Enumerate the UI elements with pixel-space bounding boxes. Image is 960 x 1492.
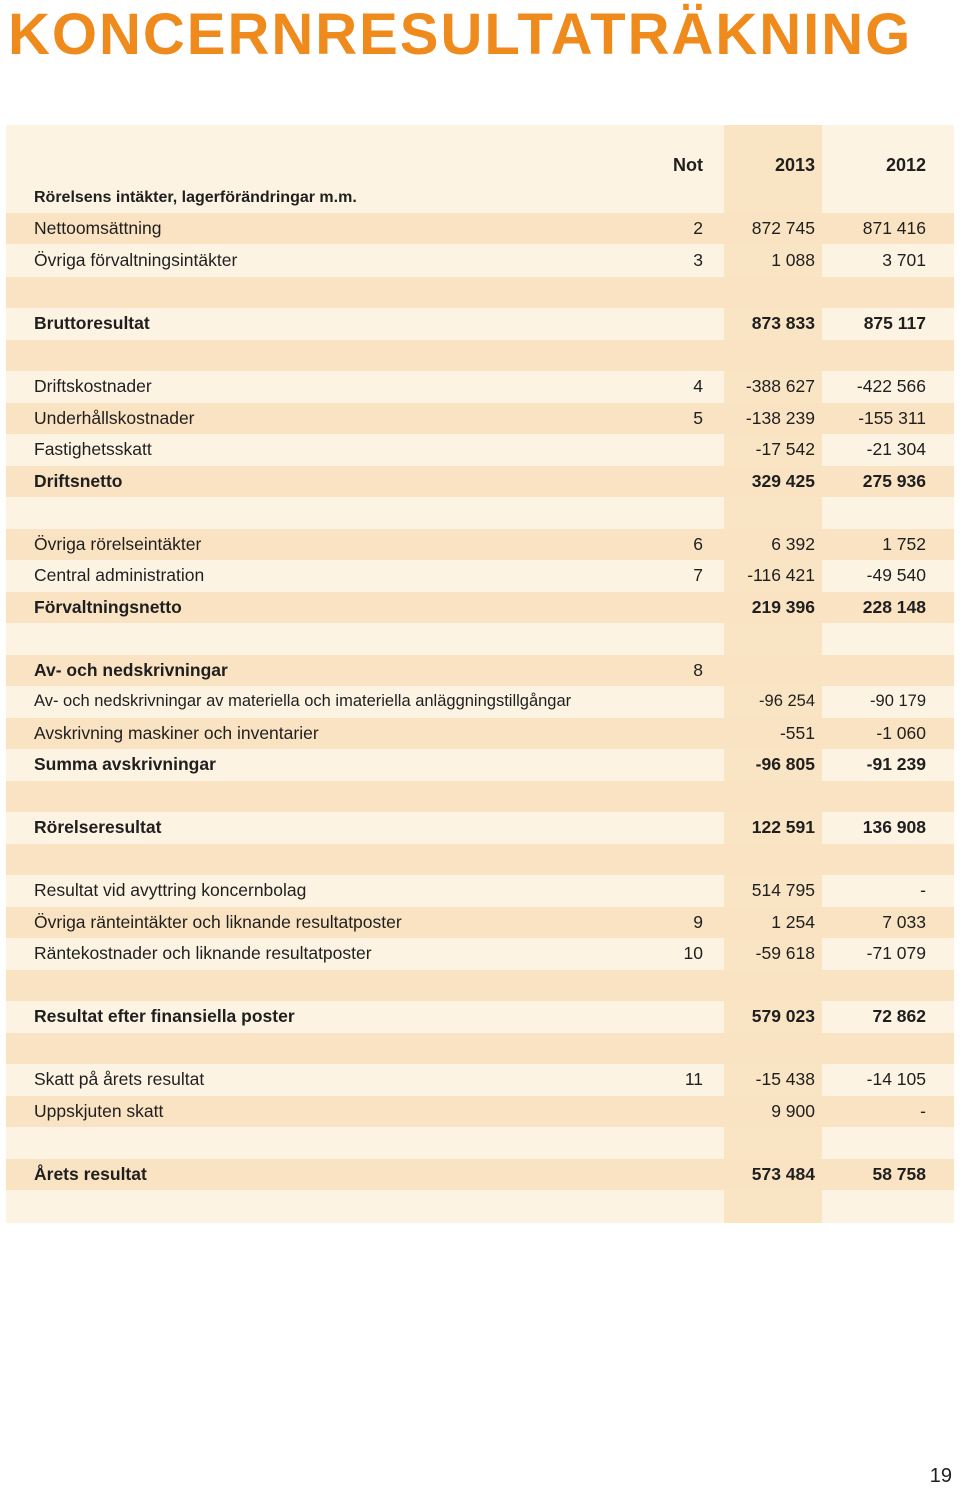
section-label: Rörelsens intäkter, lagerförändringar m.m. (34, 189, 357, 206)
table-row (6, 718, 954, 749)
row-value-2012: -71 079 (866, 943, 926, 963)
header-2012: 2012 (885, 155, 926, 175)
row-value-2012: 1 752 (882, 534, 926, 554)
row-value-2012: 871 416 (862, 218, 926, 238)
row-note: 8 (693, 660, 703, 680)
row-note: 9 (693, 912, 703, 932)
row-value-2012: -90 179 (870, 692, 926, 710)
row-value-2013: 573 484 (751, 1164, 815, 1184)
header-2013: 2013 (774, 155, 815, 175)
row-spacer (6, 623, 954, 654)
row-label: Avskrivning maskiner och inventarier (34, 723, 319, 743)
row-value-2012: 275 936 (862, 471, 926, 491)
table-row (6, 371, 954, 402)
row-value-2012: -1 060 (876, 723, 926, 743)
row-spacer (6, 1127, 954, 1158)
row-value-2013: -96 254 (759, 692, 815, 710)
row-value-2012: - (920, 880, 926, 900)
row-value-2013: 122 591 (751, 817, 815, 837)
row-value-2013: -138 239 (745, 408, 815, 428)
row-value-2013: 873 833 (751, 313, 815, 333)
row-label: Central administration (34, 565, 205, 585)
row-value-2012: 136 908 (862, 817, 926, 837)
row-value-2012: 875 117 (863, 313, 926, 333)
table-row (6, 466, 954, 497)
row-spacer (6, 340, 954, 371)
row-value-2013: -59 618 (755, 943, 815, 963)
row-label: Av- och nedskrivningar (34, 660, 228, 680)
row-label: Resultat efter finansiella poster (34, 1006, 295, 1026)
row-value-2013: 1 254 (771, 912, 815, 932)
row-value-2013: 872 745 (751, 218, 815, 238)
row-note: 3 (693, 250, 703, 270)
table-row (6, 1064, 954, 1095)
row-value-2012: 58 758 (872, 1164, 926, 1184)
table-row (6, 1159, 954, 1190)
row-label: Räntekostnader och liknande resultatposter (34, 943, 372, 963)
table-row (6, 529, 954, 560)
row-label: Uppskjuten skatt (34, 1101, 164, 1121)
row-note: 6 (693, 534, 703, 554)
row-label: Skatt på årets resultat (34, 1069, 205, 1089)
table-row (6, 907, 954, 938)
row-spacer (6, 970, 954, 1001)
row-value-2013: -17 542 (755, 439, 815, 459)
page-number: 19 (929, 1465, 952, 1487)
row-value-2013: -388 627 (745, 376, 815, 396)
row-label: Övriga förvaltningsintäkter (34, 250, 238, 270)
row-value-2013: 6 392 (771, 534, 815, 554)
row-value-2012: 228 148 (862, 597, 926, 617)
row-label: Driftskostnader (34, 376, 152, 396)
table-row (6, 875, 954, 906)
table-row (6, 749, 954, 780)
row-value-2012: -14 105 (866, 1069, 926, 1089)
table-row (6, 213, 954, 244)
row-label: Summa avskrivningar (34, 754, 216, 774)
row-label: Underhållskostnader (34, 408, 195, 428)
row-label: Fastighetsskatt (34, 439, 152, 459)
row-note: 5 (693, 408, 703, 428)
row-label: Nettoomsättning (34, 218, 162, 238)
row-label: Resultat vid avyttring koncernbolag (34, 880, 307, 900)
table-row (6, 1096, 954, 1127)
row-note: 11 (684, 1069, 703, 1089)
row-value-2013: -551 (779, 723, 815, 743)
table-row (6, 245, 954, 276)
row-value-2013: 514 795 (751, 880, 815, 900)
row-value-2012: -21 304 (866, 439, 926, 459)
table-row (6, 434, 954, 465)
row-value-2013: 9 900 (771, 1101, 815, 1121)
row-value-2012: 7 033 (882, 912, 926, 932)
row-note: 2 (693, 218, 703, 238)
row-label: Övriga ränteintäkter och liknande resultatposter (34, 912, 402, 932)
table-row (6, 938, 954, 969)
row-spacer (6, 781, 954, 812)
row-value-2013: -96 805 (755, 754, 815, 774)
table-row (6, 308, 954, 339)
row-value-2012: -155 311 (858, 408, 926, 428)
row-value-2012: -91 239 (866, 754, 926, 774)
row-spacer (6, 277, 954, 308)
row-note: 4 (693, 376, 703, 396)
row-value-2013: 579 023 (751, 1006, 815, 1026)
section-heading (6, 182, 954, 213)
page-title: KONCERNRESULTATRÄKNING (8, 2, 913, 67)
row-value-2012: -422 566 (856, 376, 926, 396)
row-value-2012: 3 701 (882, 250, 926, 270)
row-label: Övriga rörelseintäkter (34, 534, 202, 554)
table-row (6, 1001, 954, 1032)
row-note: 10 (683, 943, 703, 963)
row-label: Driftsnetto (34, 471, 123, 491)
row-value-2013: 1 088 (771, 250, 815, 270)
row-value-2013: -15 438 (755, 1069, 815, 1089)
row-spacer (6, 1033, 954, 1064)
row-label: Rörelseresultat (34, 817, 162, 837)
row-value-2013: 219 396 (751, 597, 815, 617)
table-row (6, 686, 954, 717)
income-statement-table (6, 125, 954, 1223)
table-row (6, 812, 954, 843)
table-header-row (6, 150, 954, 181)
header-not: Not (673, 155, 703, 175)
table-row (6, 560, 954, 591)
row-label: Av- och nedskrivningar av materiella och imateriella anläggningstillgångar (34, 692, 572, 710)
row-label: Förvaltningsnetto (34, 597, 182, 617)
row-note: 7 (693, 565, 703, 585)
row-value-2012: - (920, 1101, 926, 1121)
table-row (6, 655, 954, 686)
row-value-2013: -116 421 (747, 565, 815, 585)
row-label: Bruttoresultat (34, 313, 150, 333)
row-value-2012: 72 862 (872, 1006, 926, 1026)
row-value-2013: 329 425 (751, 471, 815, 491)
table-row (6, 403, 954, 434)
row-spacer (6, 497, 954, 528)
row-value-2012: -49 540 (866, 565, 926, 585)
table-row (6, 592, 954, 623)
row-label: Årets resultat (34, 1164, 147, 1184)
row-spacer (6, 844, 954, 875)
